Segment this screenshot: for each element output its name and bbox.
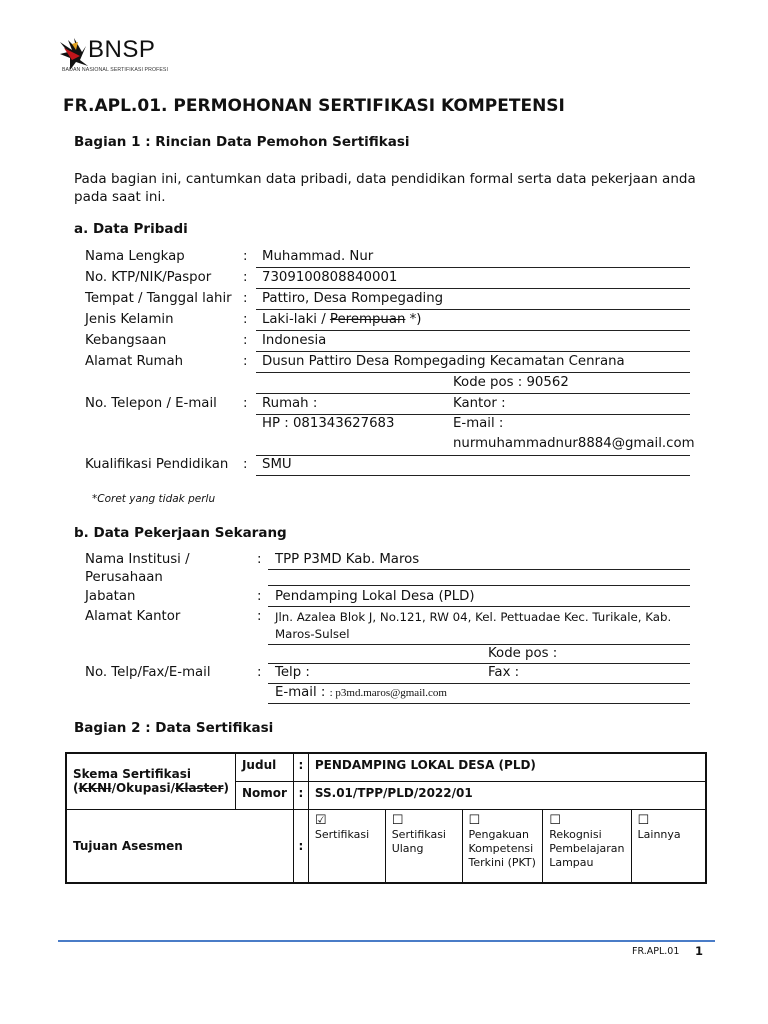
email-label: E-mail : (453, 416, 504, 431)
colon: : (298, 785, 304, 800)
kantor-label: Kantor : (453, 396, 506, 411)
option-sertifikasi[interactable] (308, 809, 385, 883)
option-label: Rekognisi Pembelajaran Lampau (549, 827, 625, 869)
fax-value: Fax : (488, 665, 520, 680)
checkbox-checked-icon[interactable]: ☑ (314, 812, 327, 828)
bagian1-heading: Bagian 1 : Rincian Data Pemohon Sertifikasi (74, 134, 410, 150)
ttl-label: Tempat / Tanggal lahir (85, 291, 232, 306)
colon: : (243, 354, 248, 369)
option-label: Sertifikasi (314, 827, 370, 841)
nama-value: Muhammad. Nur (262, 249, 374, 264)
institusi-label: Nama Institusi / (85, 552, 190, 567)
document-title: FR.APL.01. PERMOHONAN SERTIFIKASI KOMPETENSI (63, 96, 565, 116)
colon: : (243, 457, 248, 472)
kebangsaan-label: Kebangsaan (85, 333, 167, 348)
field-underline (256, 351, 690, 352)
jk-option-perempuan: Perempuan (329, 312, 406, 327)
alamat-kantor-label: Alamat Kantor (85, 609, 181, 624)
rumah-label: Rumah : (262, 396, 318, 411)
email-kantor (275, 685, 447, 700)
kualifikasi-value: SMU (262, 457, 292, 472)
ktp-label: No. KTP/NIK/Paspor (85, 270, 212, 285)
telp-value: Telp : (275, 665, 310, 680)
field-underline (268, 569, 690, 570)
data-pekerjaan-heading: b. Data Pekerjaan Sekarang (74, 525, 287, 541)
colon: : (257, 665, 262, 680)
footer-code: FR.APL.01 (632, 946, 680, 957)
logo-subtext: BADAN NASIONAL SERTIFIKASI PROFESI (62, 67, 169, 73)
judul-value: PENDAMPING LOKAL DESA (PLD) (314, 758, 536, 772)
field-underline (256, 414, 690, 415)
nomor-label-cell (235, 781, 293, 809)
field-underline (256, 309, 690, 310)
bagian2-heading: Bagian 2 : Data Sertifikasi (74, 720, 274, 736)
field-underline (256, 267, 690, 268)
nomor-value: SS.01/TPP/PLD/2022/01 (314, 785, 473, 800)
email-kantor-value: : p3md.maros@gmail.com (329, 687, 447, 699)
skema-open: ( (73, 781, 79, 796)
field-underline (268, 683, 690, 684)
field-underline (268, 703, 690, 704)
option-rekognisi[interactable] (543, 809, 631, 883)
data-pribadi-heading: a. Data Pribadi (74, 221, 188, 237)
judul-label: Judul (241, 758, 277, 772)
colon-cell (293, 809, 308, 883)
ktp-value: 7309100808840001 (262, 270, 398, 285)
logo-text: BNSP (88, 36, 156, 63)
option-label: Sertifikasi Ulang (391, 827, 446, 855)
field-underline (268, 644, 690, 645)
sertifikasi-table (65, 752, 707, 884)
institusi-value: TPP P3MD Kab. Maros (275, 552, 420, 567)
skema-okupasi: /Okupasi/ (111, 781, 176, 796)
bagian1-intro: Pada bagian ini, cantumkan data pribadi, data pendidikan formal serta data pekerjaan anda pada saat ini. (74, 171, 696, 205)
colon: : (243, 291, 248, 306)
colon: : (243, 396, 248, 411)
colon: : (243, 249, 248, 264)
tujuan-label-cell (66, 809, 293, 883)
colon: : (298, 758, 304, 772)
telp-fax-label: No. Telp/Fax/E-mail (85, 665, 211, 680)
nama-label: Nama Lengkap (85, 249, 185, 264)
nomor-label: Nomor (241, 785, 287, 800)
option-pkt[interactable] (462, 809, 543, 883)
jenis-kelamin-label: Jenis Kelamin (85, 312, 174, 327)
colon-cell (293, 781, 308, 809)
colon-cell (293, 753, 308, 781)
telepon-label: No. Telepon / E-mail (85, 396, 217, 411)
judul-label-cell (235, 753, 293, 781)
field-underline (256, 393, 690, 394)
field-underline (256, 372, 690, 373)
email-value: nurmuhammadnur8884@gmail.com (453, 436, 695, 451)
option-lainnya[interactable] (631, 809, 706, 883)
option-label: Pengakuan Kompetensi Terkini (PKT) (468, 827, 536, 869)
skema-label: Skema Sertifikasi (73, 767, 191, 782)
alamat-kantor-value: Jln. Azalea Blok J, No.121, RW 04, Kel. Pettuadae Kec. Turikale, Kab. (275, 610, 672, 624)
jk-option-laki: Laki-laki / (262, 312, 330, 327)
judul-value-cell (308, 753, 706, 781)
field-underline (256, 330, 690, 331)
checkbox-icon[interactable]: ☐ (549, 812, 561, 828)
skema-kkni: KKNI (78, 781, 112, 796)
field-underline (268, 606, 690, 607)
jk-note-marker: *) (405, 312, 422, 327)
colon: : (257, 609, 262, 624)
page-number: 1 (695, 944, 704, 958)
jenis-kelamin-value (262, 312, 421, 327)
alamat-kantor-value-2: Maros-Sulsel (275, 627, 350, 641)
option-label: Lainnya (637, 827, 681, 841)
kodepos-kantor-label: Kode pos : (488, 646, 558, 661)
kodepos-rumah: Kode pos : 90562 (453, 375, 569, 390)
kebangsaan-value: Indonesia (262, 333, 327, 348)
field-underline (256, 455, 690, 456)
field-underline (268, 585, 690, 586)
hp-value: HP : 081343627683 (262, 416, 395, 431)
checkbox-icon[interactable]: ☐ (391, 812, 404, 828)
skema-klaster: Klaster (175, 781, 224, 796)
colon: : (243, 333, 248, 348)
colon: : (298, 838, 304, 853)
email-kantor-label: E-mail : (275, 685, 330, 700)
skema-close: ) (223, 781, 229, 796)
kualifikasi-label: Kualifikasi Pendidikan (85, 457, 229, 472)
tujuan-label: Tujuan Asesmen (73, 838, 183, 853)
skema-label-cell (66, 753, 235, 809)
colon: : (257, 589, 262, 604)
alamat-rumah-value: Dusun Pattiro Desa Rompegading Kecamatan Cenrana (262, 354, 625, 369)
footer-divider (58, 940, 715, 942)
field-underline (268, 663, 690, 664)
checkbox-icon[interactable]: ☐ (468, 812, 481, 828)
nomor-value-cell (308, 781, 706, 809)
checkbox-icon[interactable]: ☐ (637, 812, 650, 828)
option-sertifikasi-ulang[interactable] (385, 809, 462, 883)
jabatan-value: Pendamping Lokal Desa (PLD) (275, 589, 475, 604)
field-underline (256, 475, 690, 476)
coret-note: *Coret yang tidak perlu (92, 493, 216, 505)
field-underline (256, 288, 690, 289)
colon: : (243, 270, 248, 285)
institusi-label-2: Perusahaan (85, 570, 163, 585)
alamat-rumah-label: Alamat Rumah (85, 354, 184, 369)
jabatan-label: Jabatan (85, 589, 136, 604)
colon: : (243, 312, 248, 327)
ttl-value: Pattiro, Desa Rompegading (262, 291, 444, 306)
colon: : (257, 552, 262, 567)
